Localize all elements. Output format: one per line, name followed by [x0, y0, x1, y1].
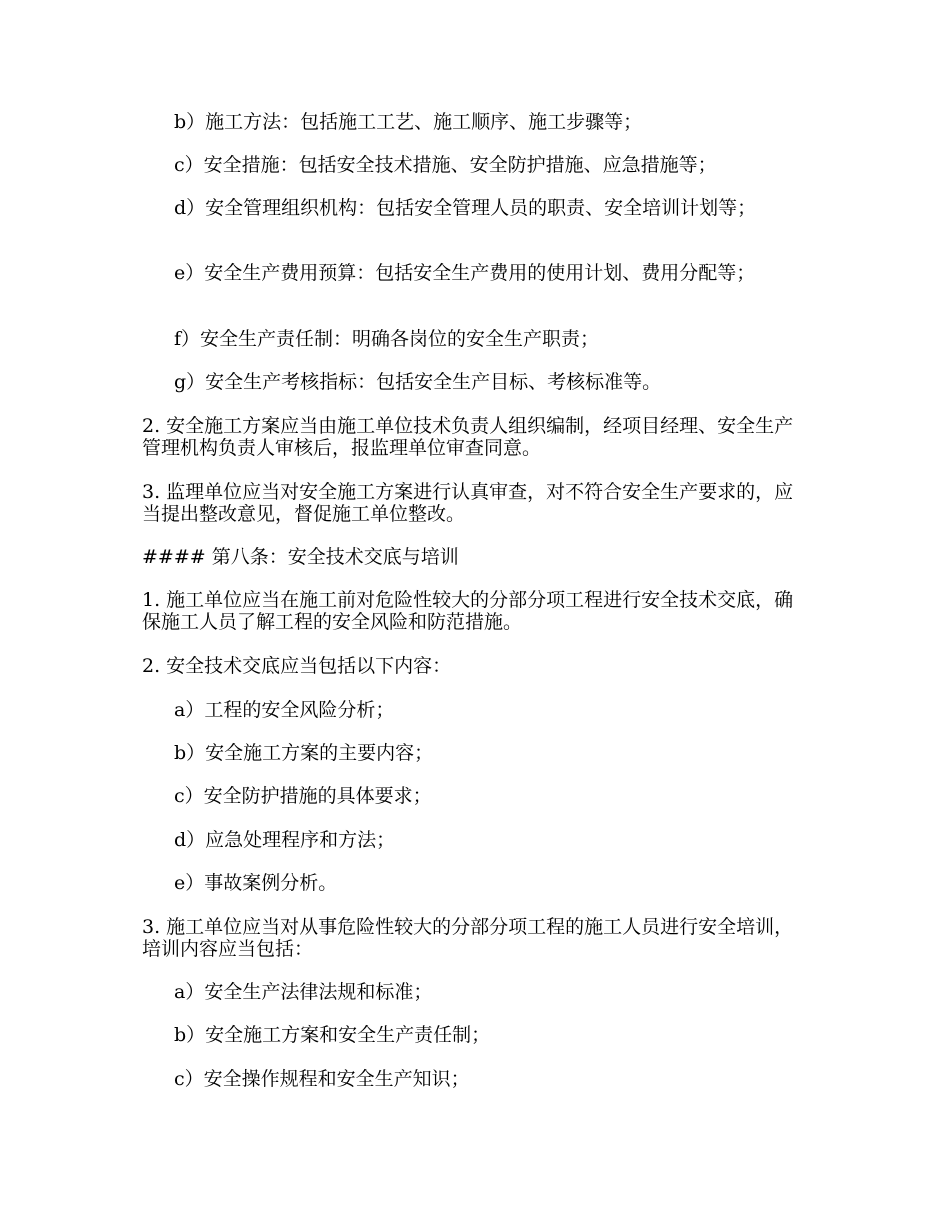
clause-2-briefing-contents: 2. 安全技术交底应当包括以下内容： [142, 655, 452, 677]
list-item-e-accident-cases: e）事故案例分析。 [174, 872, 338, 894]
list-item-c-safety-measures: c）安全措施：包括安全技术措施、安全防护措施、应急措施等； [174, 154, 717, 176]
clause-3-supervision-review: 3. 监理单位应当对安全施工方案进行认真审查，对不符合安全生产要求的，应当提出整改意见，督促施工单位整改。 [142, 481, 794, 525]
list-item-c-protection-requirements: c）安全防护措施的具体要求； [174, 785, 432, 807]
list-item-a-risk-analysis: a）工程的安全风险分析； [174, 699, 395, 721]
list-item-d-emergency-procedures: d）应急处理程序和方法； [174, 829, 396, 851]
section-heading-article-8: #### 第八条：安全技术交底与培训 [142, 546, 459, 568]
list-item-b-plan-content: b）安全施工方案的主要内容； [174, 742, 434, 764]
clause-2-plan-compilation: 2. 安全施工方案应当由施工单位技术负责人组织编制，经项目经理、安全生产管理机构负责人审核后，报监理单位审查同意。 [142, 415, 794, 459]
list-item-d-safety-organization: d）安全管理组织机构：包括安全管理人员的职责、安全培训计划等； [174, 197, 757, 219]
list-item-g-assessment-indicators: g）安全生产考核指标：包括安全生产目标、考核标准等。 [174, 371, 662, 393]
list-item-e-safety-budget: e）安全生产费用预算：包括安全生产费用的使用计划、费用分配等； [174, 262, 756, 284]
list-item-b-plan-and-responsibility: b）安全施工方案和安全生产责任制； [174, 1024, 491, 1046]
list-item-b-construction-method: b）施工方法：包括施工工艺、施工顺序、施工步骤等； [174, 111, 643, 133]
list-item-a-laws-standards: a）安全生产法律法规和标准； [174, 981, 433, 1003]
clause-3-safety-training: 3. 施工单位应当对从事危险性较大的分部分项工程的施工人员进行安全培训，培训内容应当包括： [142, 916, 794, 960]
list-item-f-responsibility-system: f）安全生产责任制：明确各岗位的安全生产职责； [174, 328, 600, 350]
clause-1-technical-briefing: 1. 施工单位应当在施工前对危险性较大的分部分项工程进行安全技术交底，确保施工人员了解工程的安全风险和防范措施。 [142, 589, 794, 633]
list-item-c-operating-procedures: c）安全操作规程和安全生产知识； [174, 1068, 470, 1090]
